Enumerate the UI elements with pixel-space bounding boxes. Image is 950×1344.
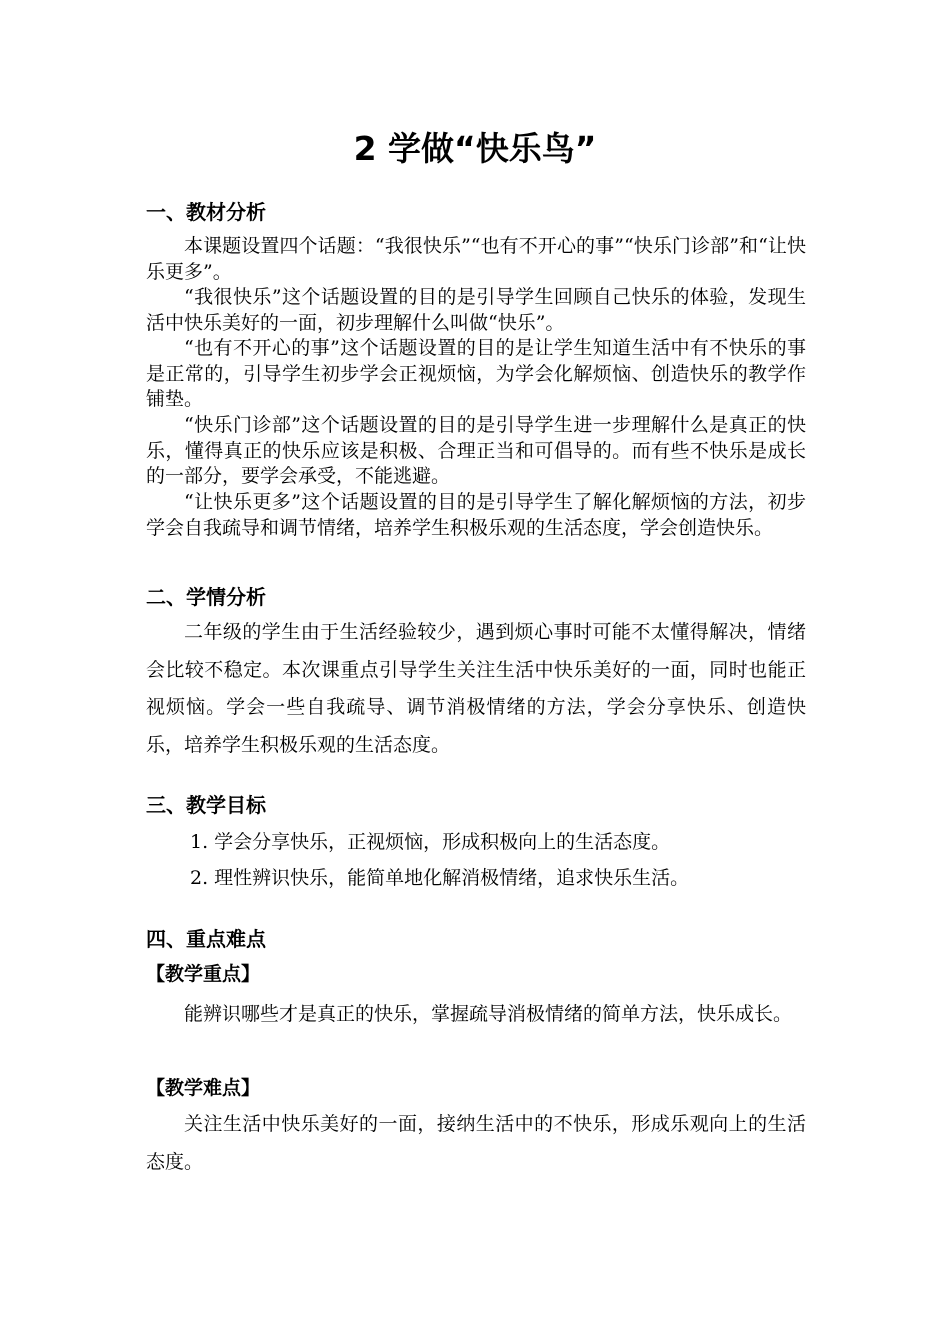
document-title: 2 学做“快乐鸟” bbox=[353, 129, 597, 168]
students-paragraph: 二年级的学生由于生活经验较少，遇到烦心事时可能不太懂得解决，情绪会比较不稳定。本次课重点引导学生关注生活中快乐美好的一面，同时也能正视烦恼。学会一些自我疏导、调节消极情绪的方法，学会分享快乐、创造快乐，培养学生积极乐观的生活态度。 bbox=[146, 621, 806, 756]
section-heading-goals: 三、教学目标 bbox=[146, 793, 266, 817]
section-heading-analysis: 一、教材分析 bbox=[146, 200, 266, 224]
analysis-paragraph: “也有不开心的事”这个话题设置的目的是让学生知道生活中有不快乐的事是正常的，引导学生初步学会正视烦恼，为学会化解烦恼、创造快乐的教学作铺垫。 bbox=[146, 337, 806, 411]
difficulty-text: 关注生活中快乐美好的一面，接纳生活中的不快乐，形成乐观向上的生活态度。 bbox=[146, 1113, 806, 1173]
focus-text: 能辨识哪些才是真正的快乐，掌握疏导消极情绪的简单方法，快乐成长。 bbox=[184, 1003, 793, 1025]
section-heading-key-points: 四、重点难点 bbox=[146, 927, 266, 951]
focus-label: 【教学重点】 bbox=[146, 963, 261, 985]
analysis-paragraph: “快乐门诊部”这个话题设置的目的是引导学生进一步理解什么是真正的快乐，懂得真正的快乐应该是积极、合理正当和可倡导的。而有些不快乐是成长的一部分，要学会承受，不能逃避。 bbox=[146, 414, 806, 488]
analysis-paragraph: “我很快乐”这个话题设置的目的是引导学生回顾自己快乐的体验，发现生活中快乐美好的一面，初步理解什么叫做“快乐”。 bbox=[146, 286, 806, 334]
goal-item: 1. 学会分享快乐，正视烦恼，形成积极向上的生活态度。 bbox=[190, 831, 671, 853]
analysis-paragraph: 本课题设置四个话题：“我很快乐”“也有不开心的事”“快乐门诊部”和“让快乐更多”。 bbox=[146, 235, 806, 283]
analysis-paragraph: “让快乐更多”这个话题设置的目的是引导学生了解化解烦恼的方法，初步学会自我疏导和调节情绪，培养学生积极乐观的生活态度，学会创造快乐。 bbox=[146, 491, 806, 539]
goal-item: 2. 理性辨识快乐，能简单地化解消极情绪，追求快乐生活。 bbox=[190, 867, 690, 889]
difficulty-label: 【教学难点】 bbox=[146, 1077, 261, 1099]
section-heading-students: 二、学情分析 bbox=[146, 585, 266, 609]
